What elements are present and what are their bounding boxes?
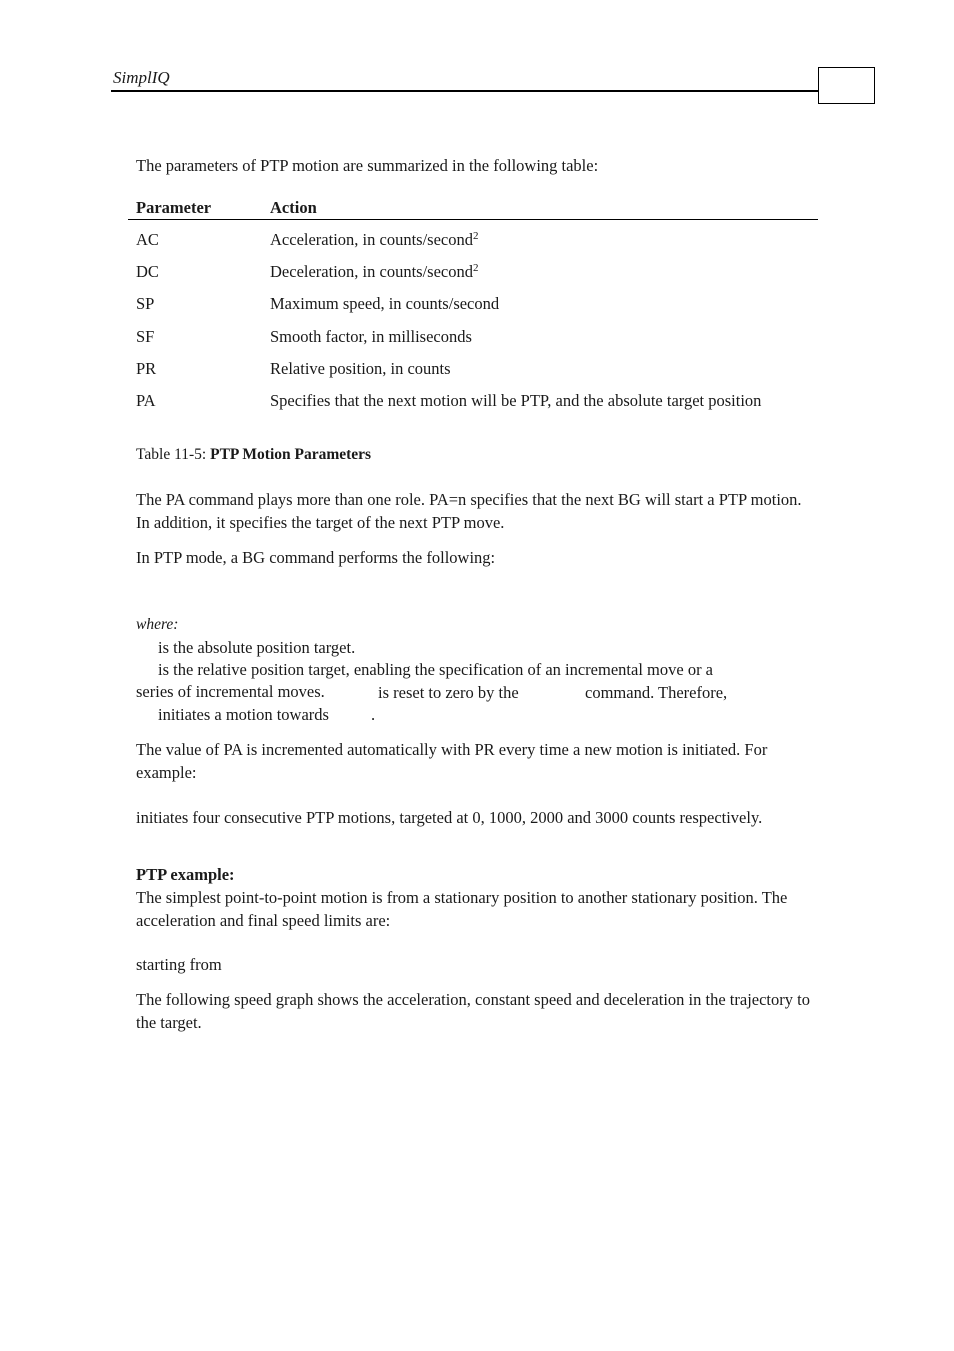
- table-cell-param: DC: [136, 262, 159, 281]
- where-line-3c: command. Therefore,: [585, 683, 728, 702]
- starting-from-text: starting from: [136, 955, 222, 974]
- header-rule: [111, 90, 819, 92]
- page-number-box: [818, 67, 875, 104]
- intro-paragraph: The parameters of PTP motion are summarized in the following table:: [136, 156, 599, 175]
- table-cell-param: SF: [136, 327, 155, 346]
- table-caption: Table 11-5: PTP Motion Parameters: [136, 446, 372, 463]
- paragraph-initiates: initiates four consecutive PTP motions, targeted at 0, 1000, 2000 and 3000 counts respectively.: [136, 808, 763, 827]
- table-cell-param: SP: [136, 294, 155, 313]
- table-cell-action: Relative position, in counts: [270, 359, 451, 378]
- where-label: where:: [136, 616, 179, 633]
- paragraph-bg-command: In PTP mode, a BG command performs the following:: [136, 548, 496, 567]
- running-header-title: SimplIQ: [113, 68, 170, 87]
- table-header-rule: [128, 219, 818, 220]
- table-cell-action: Smooth factor, in milliseconds: [270, 327, 472, 346]
- where-line-1: is the absolute position target.: [158, 638, 356, 657]
- where-line-3a: series of incremental moves.: [136, 682, 325, 701]
- where-line-4a: initiates a motion towards: [158, 705, 329, 724]
- paragraph-increment: The value of PA is incremented automatically with PR every time a new motion is initiated. For example:: [136, 740, 768, 782]
- example-heading: PTP example:: [136, 865, 235, 884]
- table-cell-action: Acceleration, in counts/second$^2$: [270, 230, 479, 249]
- table-cell-param: PA: [136, 391, 156, 410]
- table-cell-action: Specifies that the next motion will be PTP, and the absolute target position: [270, 391, 762, 410]
- table-cell-action: Deceleration, in counts/second$^2$: [270, 262, 479, 281]
- paragraph-pa-role: The PA command plays more than one role. PA=n specifies that the next BG will start a PTP motion. In addition, it specifies the target of the next PTP move.: [136, 490, 802, 532]
- where-line-2: is the relative position target, enabling the specification of an incremental move or a: [158, 660, 714, 679]
- table-header-parameter: Parameter: [136, 198, 212, 217]
- paragraph-speed-graph: The following speed graph shows the acceleration, constant speed and deceleration in the trajectory to the target.: [136, 990, 810, 1032]
- superscript: 2: [472, 230, 479, 242]
- table-cell-action: Maximum speed, in counts/second: [270, 294, 500, 313]
- table-cell-param: AC: [136, 230, 159, 249]
- where-line-4b: .: [371, 705, 376, 724]
- example-paragraph: The simplest point-to-point motion is from a stationary position to another stationary position. The acceleration and final speed limits are:: [136, 888, 788, 930]
- superscript: 2: [472, 262, 479, 274]
- where-line-3b: is reset to zero by the: [378, 683, 519, 702]
- table-header-action: Action: [270, 198, 317, 217]
- table-cell-param: PR: [136, 359, 157, 378]
